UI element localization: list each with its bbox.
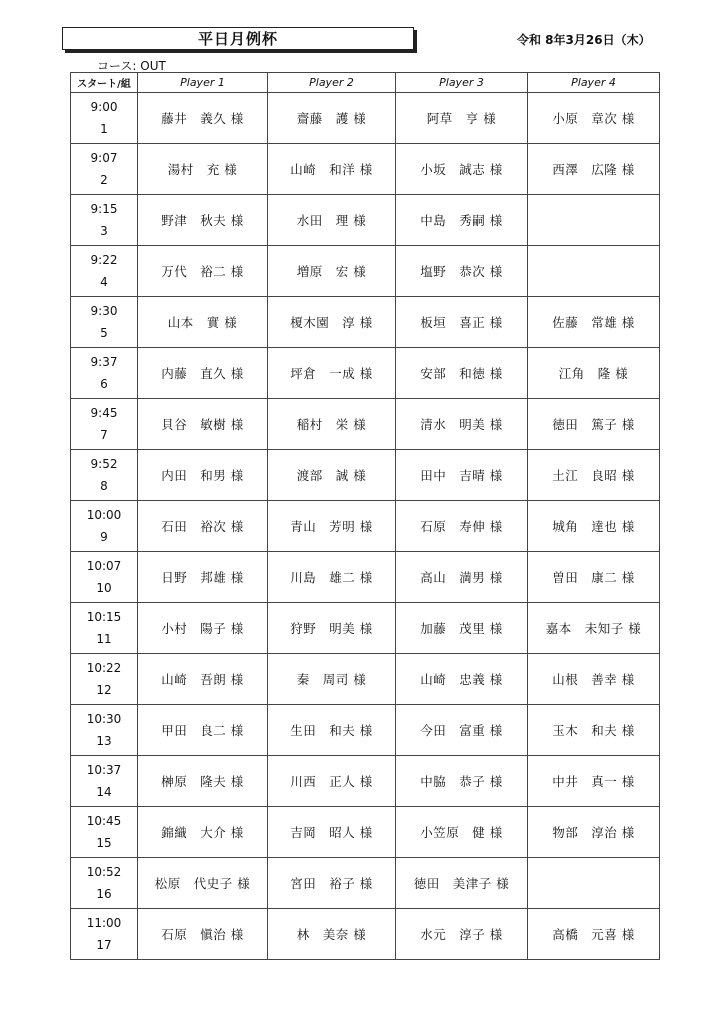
column-header-player-1: Player 1 (138, 73, 268, 93)
player-4-name: 物部 淳治 様 (528, 807, 660, 858)
player-2-name: 林 美奈 様 (268, 909, 396, 960)
player-2-name: 坪倉 一成 様 (268, 348, 396, 399)
player-1-name: 内田 和男 様 (138, 450, 268, 501)
group-number: 6 (100, 377, 108, 391)
player-2-name: 生田 和夫 様 (268, 705, 396, 756)
start-time: 9:07 (90, 151, 118, 165)
player-4-name (528, 195, 660, 246)
start-time: 10:52 (86, 865, 122, 879)
player-2-name: 川島 雄二 様 (268, 552, 396, 603)
group-number: 3 (100, 224, 108, 238)
start-group-cell (71, 858, 138, 909)
group-number: 5 (100, 326, 108, 340)
start-time: 10:15 (86, 610, 122, 624)
player-3-name: 板垣 喜正 様 (396, 297, 528, 348)
table-row (71, 93, 660, 144)
start-time: 10:30 (86, 712, 122, 726)
start-group-cell (71, 501, 138, 552)
table-row (71, 399, 660, 450)
page-title: 平日月例杯 (62, 27, 414, 50)
column-header-player-2: Player 2 (268, 73, 396, 93)
column-header-player-3: Player 3 (396, 73, 528, 93)
player-3-name: 高山 満男 様 (396, 552, 528, 603)
start-group-cell (71, 93, 138, 144)
table-row (71, 603, 660, 654)
group-number: 16 (96, 887, 112, 901)
player-3-name: 中脇 恭子 様 (396, 756, 528, 807)
table-row (71, 144, 660, 195)
player-3-name: 加藤 茂里 様 (396, 603, 528, 654)
player-2-name: 齋藤 護 様 (268, 93, 396, 144)
player-1-name: 松原 代史子 様 (138, 858, 268, 909)
player-1-name: 山本 實 様 (138, 297, 268, 348)
table-body (71, 93, 660, 960)
player-4-name: 佐藤 常雄 様 (528, 297, 660, 348)
table-row (71, 501, 660, 552)
player-1-name: 錦織 大介 様 (138, 807, 268, 858)
start-group-cell (71, 552, 138, 603)
group-number: 12 (96, 683, 112, 697)
table-row (71, 756, 660, 807)
pairings-table (70, 72, 660, 960)
start-time: 9:00 (90, 100, 118, 114)
event-date: 令和 8年3月26日（木） (517, 33, 651, 47)
player-2-name: 川西 正人 様 (268, 756, 396, 807)
player-4-name: 土江 良昭 様 (528, 450, 660, 501)
start-group-cell (71, 297, 138, 348)
group-number: 2 (100, 173, 108, 187)
player-4-name: 玉木 和夫 様 (528, 705, 660, 756)
player-4-name (528, 246, 660, 297)
start-group-cell (71, 450, 138, 501)
player-2-name: 青山 芳明 様 (268, 501, 396, 552)
player-2-name: 榎木園 淳 様 (268, 297, 396, 348)
start-group-cell (71, 654, 138, 705)
start-time: 9:52 (90, 457, 118, 471)
player-3-name: 山崎 忠義 様 (396, 654, 528, 705)
player-1-name: 野津 秋夫 様 (138, 195, 268, 246)
start-group-cell (71, 144, 138, 195)
player-2-name: 稲村 栄 様 (268, 399, 396, 450)
player-4-name: 高橋 元喜 様 (528, 909, 660, 960)
start-group-cell (71, 399, 138, 450)
player-4-name: 曽田 康二 様 (528, 552, 660, 603)
player-2-name: 宮田 裕子 様 (268, 858, 396, 909)
player-1-name: 山崎 吾朗 様 (138, 654, 268, 705)
group-number: 14 (96, 785, 112, 799)
start-time: 10:07 (86, 559, 122, 573)
table-row (71, 654, 660, 705)
column-header-player-4: Player 4 (528, 73, 660, 93)
player-2-name: 山崎 和洋 様 (268, 144, 396, 195)
player-3-name: 安部 和徳 様 (396, 348, 528, 399)
player-1-name: 貝谷 敏樹 様 (138, 399, 268, 450)
start-group-cell (71, 807, 138, 858)
table-row (71, 705, 660, 756)
start-time: 11:00 (86, 916, 122, 930)
player-3-name: 小笠原 健 様 (396, 807, 528, 858)
table-header-row (71, 73, 660, 93)
table-row (71, 450, 660, 501)
start-time: 9:15 (90, 202, 118, 216)
player-4-name (528, 858, 660, 909)
player-1-name: 甲田 良二 様 (138, 705, 268, 756)
player-1-name: 日野 邦雄 様 (138, 552, 268, 603)
player-2-name: 吉岡 昭人 様 (268, 807, 396, 858)
player-3-name: 今田 富重 様 (396, 705, 528, 756)
player-4-name: 徳田 篤子 様 (528, 399, 660, 450)
table-row (71, 297, 660, 348)
player-2-name: 狩野 明美 様 (268, 603, 396, 654)
group-number: 15 (96, 836, 112, 850)
player-4-name: 中井 真一 様 (528, 756, 660, 807)
group-number: 4 (100, 275, 108, 289)
table-row (71, 552, 660, 603)
player-4-name: 城角 達也 様 (528, 501, 660, 552)
start-time: 10:37 (86, 763, 122, 777)
table-row (71, 246, 660, 297)
player-1-name: 榊原 隆夫 様 (138, 756, 268, 807)
player-1-name: 藤井 義久 様 (138, 93, 268, 144)
player-3-name: 水元 淳子 様 (396, 909, 528, 960)
table-row (71, 909, 660, 960)
player-3-name: 中島 秀嗣 様 (396, 195, 528, 246)
start-group-cell (71, 246, 138, 297)
start-time: 10:00 (86, 508, 122, 522)
player-4-name: 山根 善幸 様 (528, 654, 660, 705)
player-1-name: 石原 愼治 様 (138, 909, 268, 960)
player-4-name: 小原 章次 様 (528, 93, 660, 144)
table-row (71, 858, 660, 909)
player-3-name: 阿草 亨 様 (396, 93, 528, 144)
table-row (71, 348, 660, 399)
player-2-name: 秦 周司 様 (268, 654, 396, 705)
player-3-name: 徳田 美津子 様 (396, 858, 528, 909)
column-header-start-group: スタート/組 (71, 73, 138, 93)
player-3-name: 小坂 誠志 様 (396, 144, 528, 195)
start-group-cell (71, 195, 138, 246)
group-number: 9 (100, 530, 108, 544)
group-number: 7 (100, 428, 108, 442)
player-1-name: 石田 裕次 様 (138, 501, 268, 552)
group-number: 1 (100, 122, 108, 136)
player-1-name: 小村 陽子 様 (138, 603, 268, 654)
player-4-name: 江角 隆 様 (528, 348, 660, 399)
player-3-name: 田中 吉晴 様 (396, 450, 528, 501)
start-time: 9:37 (90, 355, 118, 369)
start-time: 9:30 (90, 304, 118, 318)
table-row (71, 807, 660, 858)
player-4-name: 西澤 広隆 様 (528, 144, 660, 195)
start-group-cell (71, 909, 138, 960)
player-3-name: 石原 寿伸 様 (396, 501, 528, 552)
player-2-name: 渡部 誠 様 (268, 450, 396, 501)
start-time: 9:45 (90, 406, 118, 420)
player-3-name: 清水 明美 様 (396, 399, 528, 450)
group-number: 17 (96, 938, 112, 952)
group-number: 10 (96, 581, 112, 595)
player-2-name: 増原 宏 様 (268, 246, 396, 297)
player-1-name: 万代 裕二 様 (138, 246, 268, 297)
start-group-cell (71, 603, 138, 654)
player-1-name: 内藤 直久 様 (138, 348, 268, 399)
start-group-cell (71, 348, 138, 399)
start-time: 10:45 (86, 814, 122, 828)
start-group-cell (71, 705, 138, 756)
start-time: 10:22 (86, 661, 122, 675)
start-time: 9:22 (90, 253, 118, 267)
group-number: 8 (100, 479, 108, 493)
group-number: 13 (96, 734, 112, 748)
course-label: コース: OUT (97, 59, 166, 73)
start-group-cell (71, 756, 138, 807)
group-number: 11 (96, 632, 112, 646)
player-1-name: 湯村 充 様 (138, 144, 268, 195)
player-2-name: 水田 理 様 (268, 195, 396, 246)
table-row (71, 195, 660, 246)
player-3-name: 塩野 恭次 様 (396, 246, 528, 297)
player-4-name: 嘉本 未知子 様 (528, 603, 660, 654)
